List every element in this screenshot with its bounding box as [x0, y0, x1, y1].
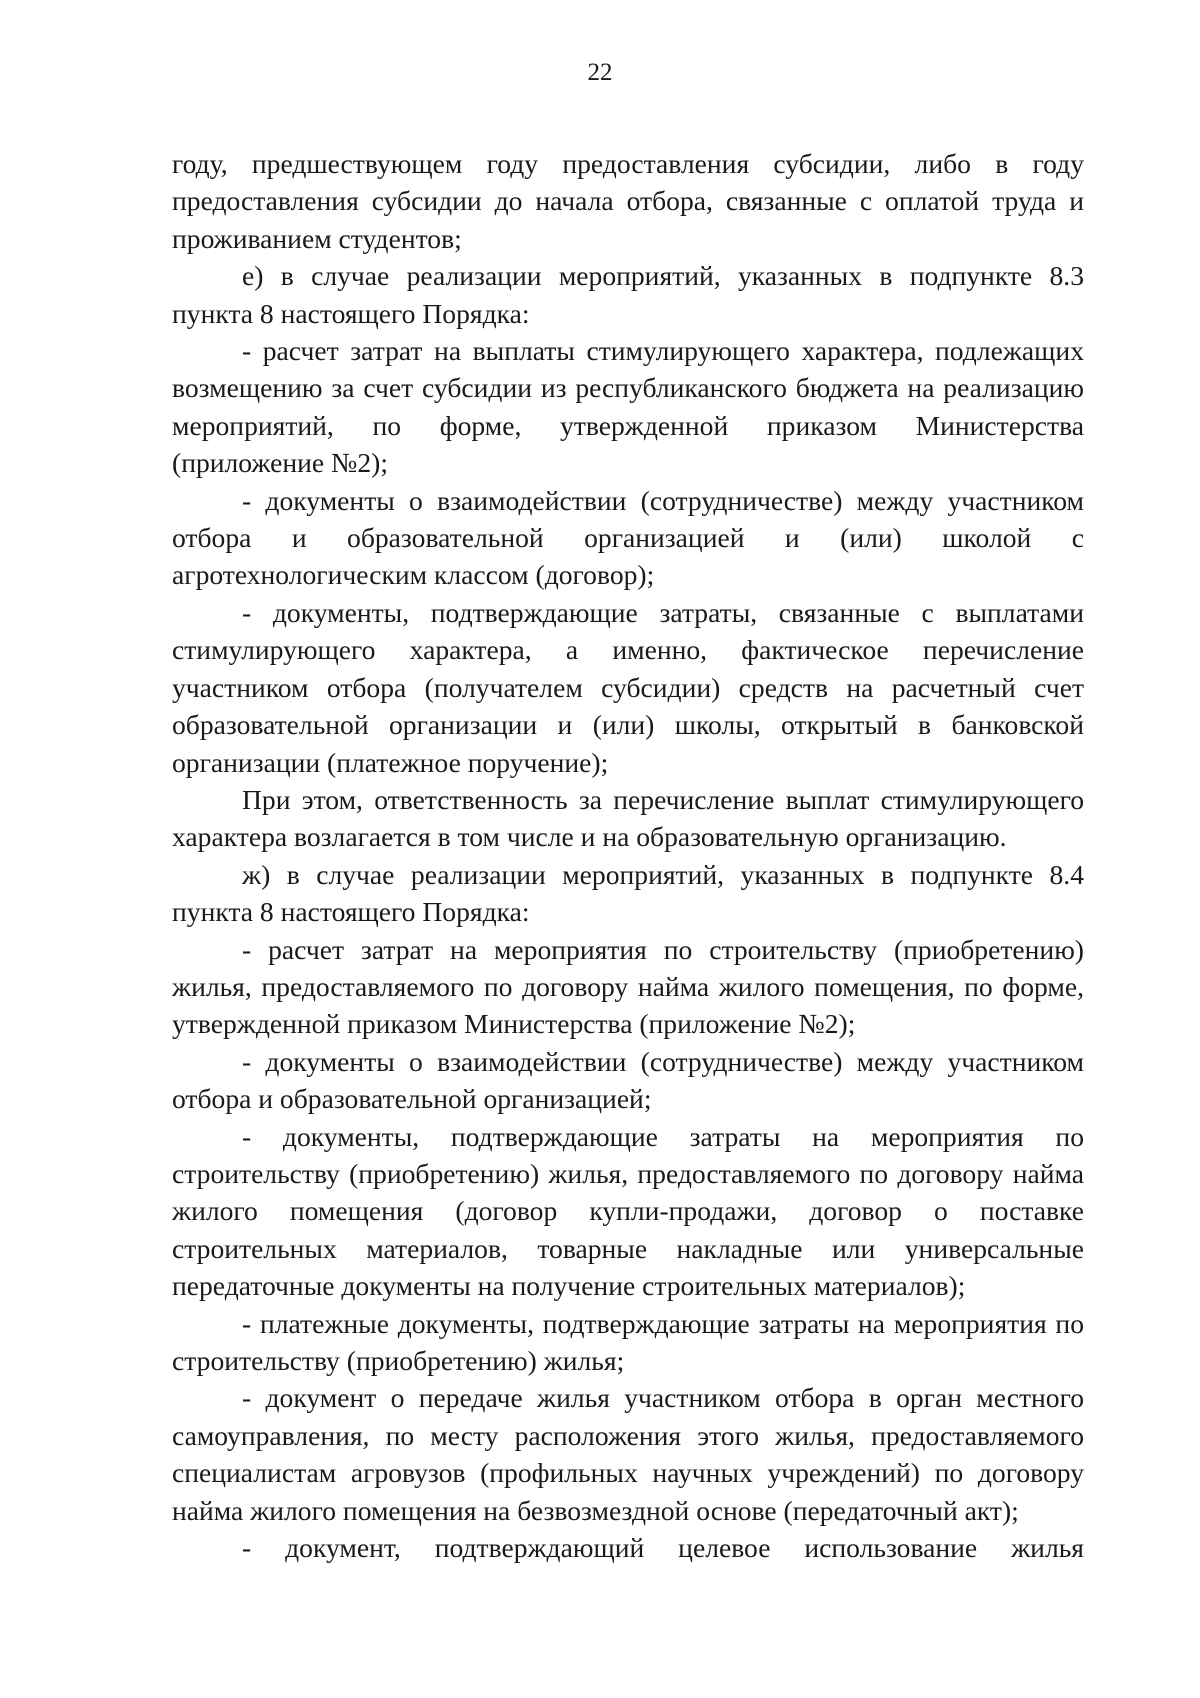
paragraph-3: - расчет затрат на выплаты стимулирующего характера, подлежащих возмещению за счет субсидии из республиканского бюджета на реализацию мероприятий, по форме, утвержденной приказом Министерства (приложение №2);	[172, 335, 1084, 479]
document-body	[172, 145, 1084, 1566]
paragraph-10: - документы, подтверждающие затраты на мероприятия по строительству (приобретению) жилья, предоставляемого по договору найма жилого помещения (договор купли-продажи, договор о поставке строительных материалов, товарные накладные или универсальные передаточные документы на получение строительных материалов);	[172, 1120, 1084, 1302]
paragraph-11: - платежные документы, подтверждающие затраты на мероприятия по строительству (приобретению) жилья;	[172, 1307, 1084, 1376]
paragraph-1: году, предшествующем году предоставления субсидии, либо в году предоставления субсидии до начала отбора, связанные с оплатой труда и проживанием студентов;	[172, 148, 1084, 254]
page-number: 22	[587, 59, 613, 86]
paragraph-7: ж) в случае реализации мероприятий, указанных в подпункте 8.4 пункта 8 настоящего Порядка:	[172, 858, 1084, 928]
paragraph-5: - документы, подтверждающие затраты, связанные с выплатами стимулирующего характера, а именно, фактическое перечисление участником отбора (получателем субсидии) средств на расчетный счет образовательной организации и (или) школы, открытый в банковской организации (платежное поручение);	[172, 596, 1084, 778]
paragraph-8: - расчет затрат на мероприятия по строительству (приобретению) жилья, предоставляемого по договору найма жилого помещения, по форме, утвержденной приказом Министерства (приложение №2);	[172, 933, 1084, 1040]
paragraph-13: - документ, подтверждающий целевое использование жилья	[242, 1532, 1084, 1564]
paragraph-6: При этом, ответственность за перечисление выплат стимулирующего характера возлагается в том числе и на образовательную организацию.	[172, 783, 1084, 853]
paragraph-4: - документы о взаимодействии (сотрудничестве) между участником отбора и образовательной организацией и (или) школой с агротехнологическим классом (договор);	[172, 484, 1084, 591]
paragraph-2: е) в случае реализации мероприятий, указанных в подпункте 8.3 пункта 8 настоящего Порядка:	[172, 260, 1084, 329]
paragraph-9: - документы о взаимодействии (сотрудничестве) между участником отбора и образовательной организацией;	[172, 1045, 1084, 1115]
paragraph-12: - документ о передаче жилья участником отбора в орган местного самоуправления, по месту расположения этого жилья, предоставляемого специалистам агровузов (профильных научных учреждений) по договору найма жилого помещения на безвозмездной основе (передаточный акт);	[172, 1382, 1084, 1526]
